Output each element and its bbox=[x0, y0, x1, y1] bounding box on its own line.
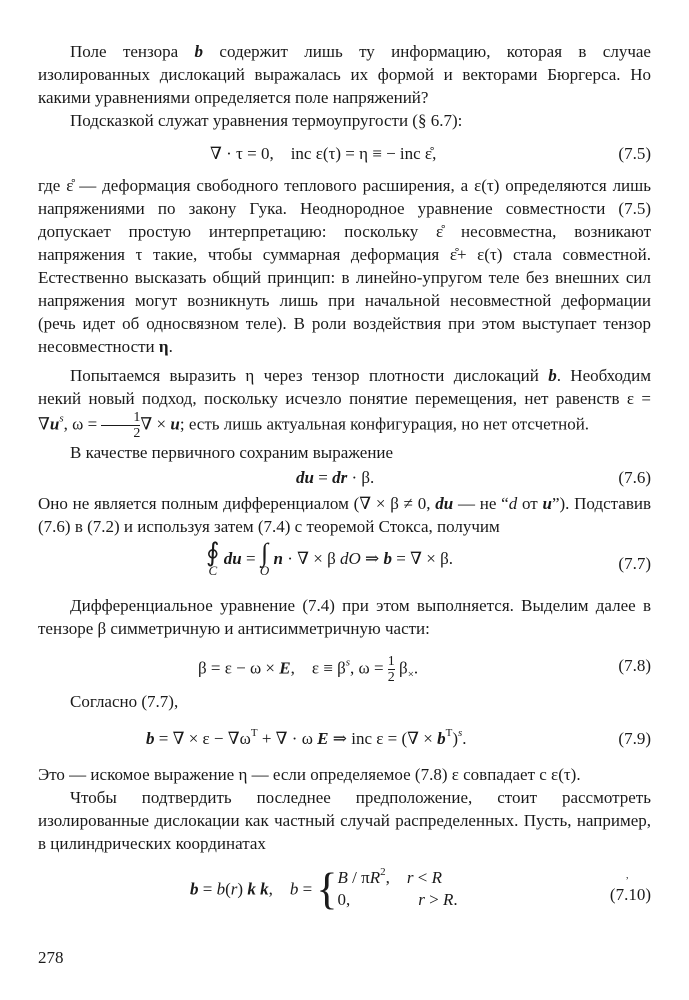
equation-7-6-body: du = dr · β. bbox=[296, 468, 375, 487]
paragraph-according: Согласно (7.7), bbox=[70, 692, 179, 711]
paragraph-sought: Это — искомое выражение η — если определяемое (7.8) ε совпадает с ε(τ). bbox=[38, 765, 581, 784]
paragraph-primary: В качестве первичного сохраним выражение bbox=[70, 443, 394, 462]
paragraph-intro: Поле тензора b содержит лишь ту информацию, которая в случае изолированных дислокаций выражалась их формой и векторами Бюргерса. Но какими уравнениями определяется поле напряжений? bbox=[38, 42, 651, 107]
paragraph-hint: Подсказкой служат уравнения термоупругости (§ 6.7): bbox=[70, 111, 463, 130]
page-number: 278 bbox=[38, 948, 64, 967]
equation-7-9-body: b = ∇ × $\varepsilon - \nabla\omega^T$ + ∇ · ω E ⇒ inc ε = (∇ × $b^T)^s$. bbox=[146, 727, 467, 748]
equation-7-6 bbox=[38, 466, 651, 492]
equation-7-8-body: β = ε − ω × E, $\varepsilon \equiv \beta^s$, ω = $\frac{1}{2}$ $\beta_\times$. bbox=[198, 654, 419, 685]
paragraph-symmetric: Дифференциальное уравнение (7.4) при этом выполняется. Выделим далее в тензоре β симметричную и антисимметричную части: bbox=[38, 596, 651, 638]
equation-7-7-body: ∮ C du = ∫ O n · ∇ × β dO ⇒ b = ∇ × β. bbox=[206, 538, 453, 578]
paragraph-differential: Оно не является полным дифференциалом (∇ × β ≠ 0, du — не “d от u”). Подставив (7.6) в (7.2) и используя затем (7.4) с теоремой Стокса, получим bbox=[38, 494, 651, 536]
equation-number-7-7: (7.7) bbox=[618, 554, 651, 573]
equation-7-5-body: ∇ · τ = 0, inc ε(τ) = η ≡ − inc ε̊, bbox=[210, 144, 437, 163]
stray-mark: , bbox=[626, 870, 629, 881]
equation-7-10 bbox=[38, 865, 651, 925]
equation-7-7 bbox=[38, 538, 651, 592]
equation-7-10-body: b = b(r) k k, b = { B / $\pi R^2$, r < R 0, r > R. bbox=[190, 864, 458, 914]
equation-7-5 bbox=[38, 142, 651, 168]
equation-number-7-5: (7.5) bbox=[618, 144, 651, 163]
equation-number-7-6: (7.6) bbox=[618, 468, 651, 487]
equation-7-9 bbox=[38, 721, 651, 761]
page-content bbox=[38, 40, 651, 925]
equation-number-7-8: (7.8) bbox=[618, 656, 651, 675]
paragraph-thermal: где ε̊ — деформация свободного теплового расширения, а ε(τ) определяются лишь напряжениями по закону Гука. Неоднородное уравнение совместности (7.5) допускает простую интерпретацию: поскольку ε̊ несовместна, возникают напряжения τ такие, чтобы суммарная деформация ε̊+ ε(τ) стала совместной. Естественно высказать общий принцип: в линейно-упругом теле без внешних сил напряжения могут возникнуть лишь при начальной несовместной деформации (речь идет об односвязном теле). В роли воздействия при этом выступает тензор несовместности η. bbox=[38, 176, 651, 356]
equation-number-7-10: (7.10) bbox=[609, 885, 651, 904]
paragraph-isolated: Чтобы подтвердить последнее предположение, стоит рассмотреть изолированные дислокации как частный случай распределенных. Пусть, например, в цилиндрических координатах bbox=[38, 788, 651, 853]
equation-7-8 bbox=[38, 648, 651, 688]
paragraph-express: Попытаемся выразить η через тензор плотности дислокаций b. Необходим некий новый подход, поскольку исчезло понятие перемещения, нет равенств $\varepsilon = \nabla u^s$, ω = $\frac{1}{2}$ ∇ × u; есть лишь актуальная конфигурация, но нет отсчетной. bbox=[38, 366, 651, 441]
equation-number-7-9: (7.9) bbox=[618, 729, 651, 748]
